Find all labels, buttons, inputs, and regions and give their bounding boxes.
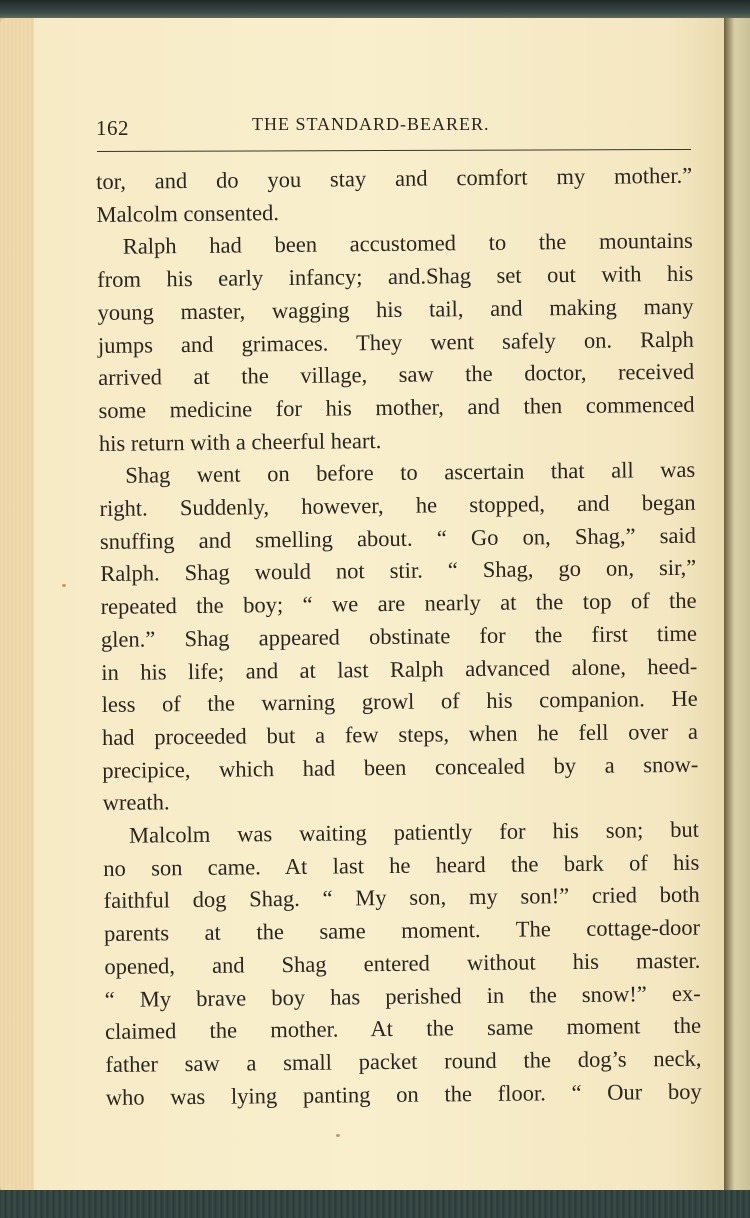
text-line: repeated the boy; “ we are nearly at the top of the [100,587,697,620]
text-line: snuffing and smelling about. “ Go on, Shag,” said [99,522,697,554]
text-line: Shag went on before to ascertain that all was [125,457,696,489]
text-line: glen.” Shag appeared obstinate for the first time [100,620,698,652]
text-line: claimed the mother. At the same moment the [104,1012,702,1045]
page-gutter-edge [0,18,34,1192]
text-line: no son came. At last he heard the bark of his [103,849,700,881]
text-line: wreath. [102,789,170,816]
text-line: parents at the same moment. The cottage-door [103,914,701,947]
text-line: jumps and grimaces. They went safely on. Ralph [97,326,694,358]
text-line: his return with a cheerful heart. [98,427,382,456]
text-line: faithful dog Shag. “ My son, my son!” cried both [103,882,700,914]
ink-speck [336,1134,340,1137]
text-line: had proceeded but a few steps, when he fell over a [101,718,699,750]
text-line: Malcolm consented. [96,199,280,227]
text-line: young master, wagging his tail, and making many [97,293,694,325]
text-line: Malcolm was waiting patiently for his son; but [128,816,700,848]
text-line: some medicine for his mother, and then commenced [98,391,695,423]
text-line: right. Suddenly, however, he stopped, and began [99,489,696,522]
text-line: in his life; and at last Ralph advanced alone, heed- [101,653,698,685]
text-line: father saw a small packet round the dog’s neck, [105,1045,702,1077]
text-line: Ralph had been accustomed to the mountains [122,228,693,260]
text-line: who was lying panting on the floor. “ Our boy [105,1078,702,1110]
text-line: opened, and Shag entered without his master. [104,947,701,979]
book-top-edge [0,0,750,20]
running-head-title: THE STANDARD-BEARER. [252,114,490,134]
body-text [96,160,702,1115]
running-head [96,112,694,142]
text-line: precipice, which had been concealed by a snow- [102,751,699,783]
text-line: from his early infancy; and.Shag set out with his [97,260,694,293]
book-bottom-edge [0,1190,750,1218]
page-right-shadow [724,18,750,1192]
page-number: 162 [96,116,129,140]
text-line: Ralph. Shag would not stir. “ Shag, go on, sir,” [100,555,697,587]
text-line: tor, and do you stay and comfort my mother.” [96,162,693,194]
text-line: “ My brave boy has perished in the snow!” ex- [104,980,701,1012]
ink-speck [62,584,66,587]
text-line: arrived at the village, saw the doctor, received [98,358,695,391]
text-line: less of the warning growl of his companion. He [101,685,698,718]
